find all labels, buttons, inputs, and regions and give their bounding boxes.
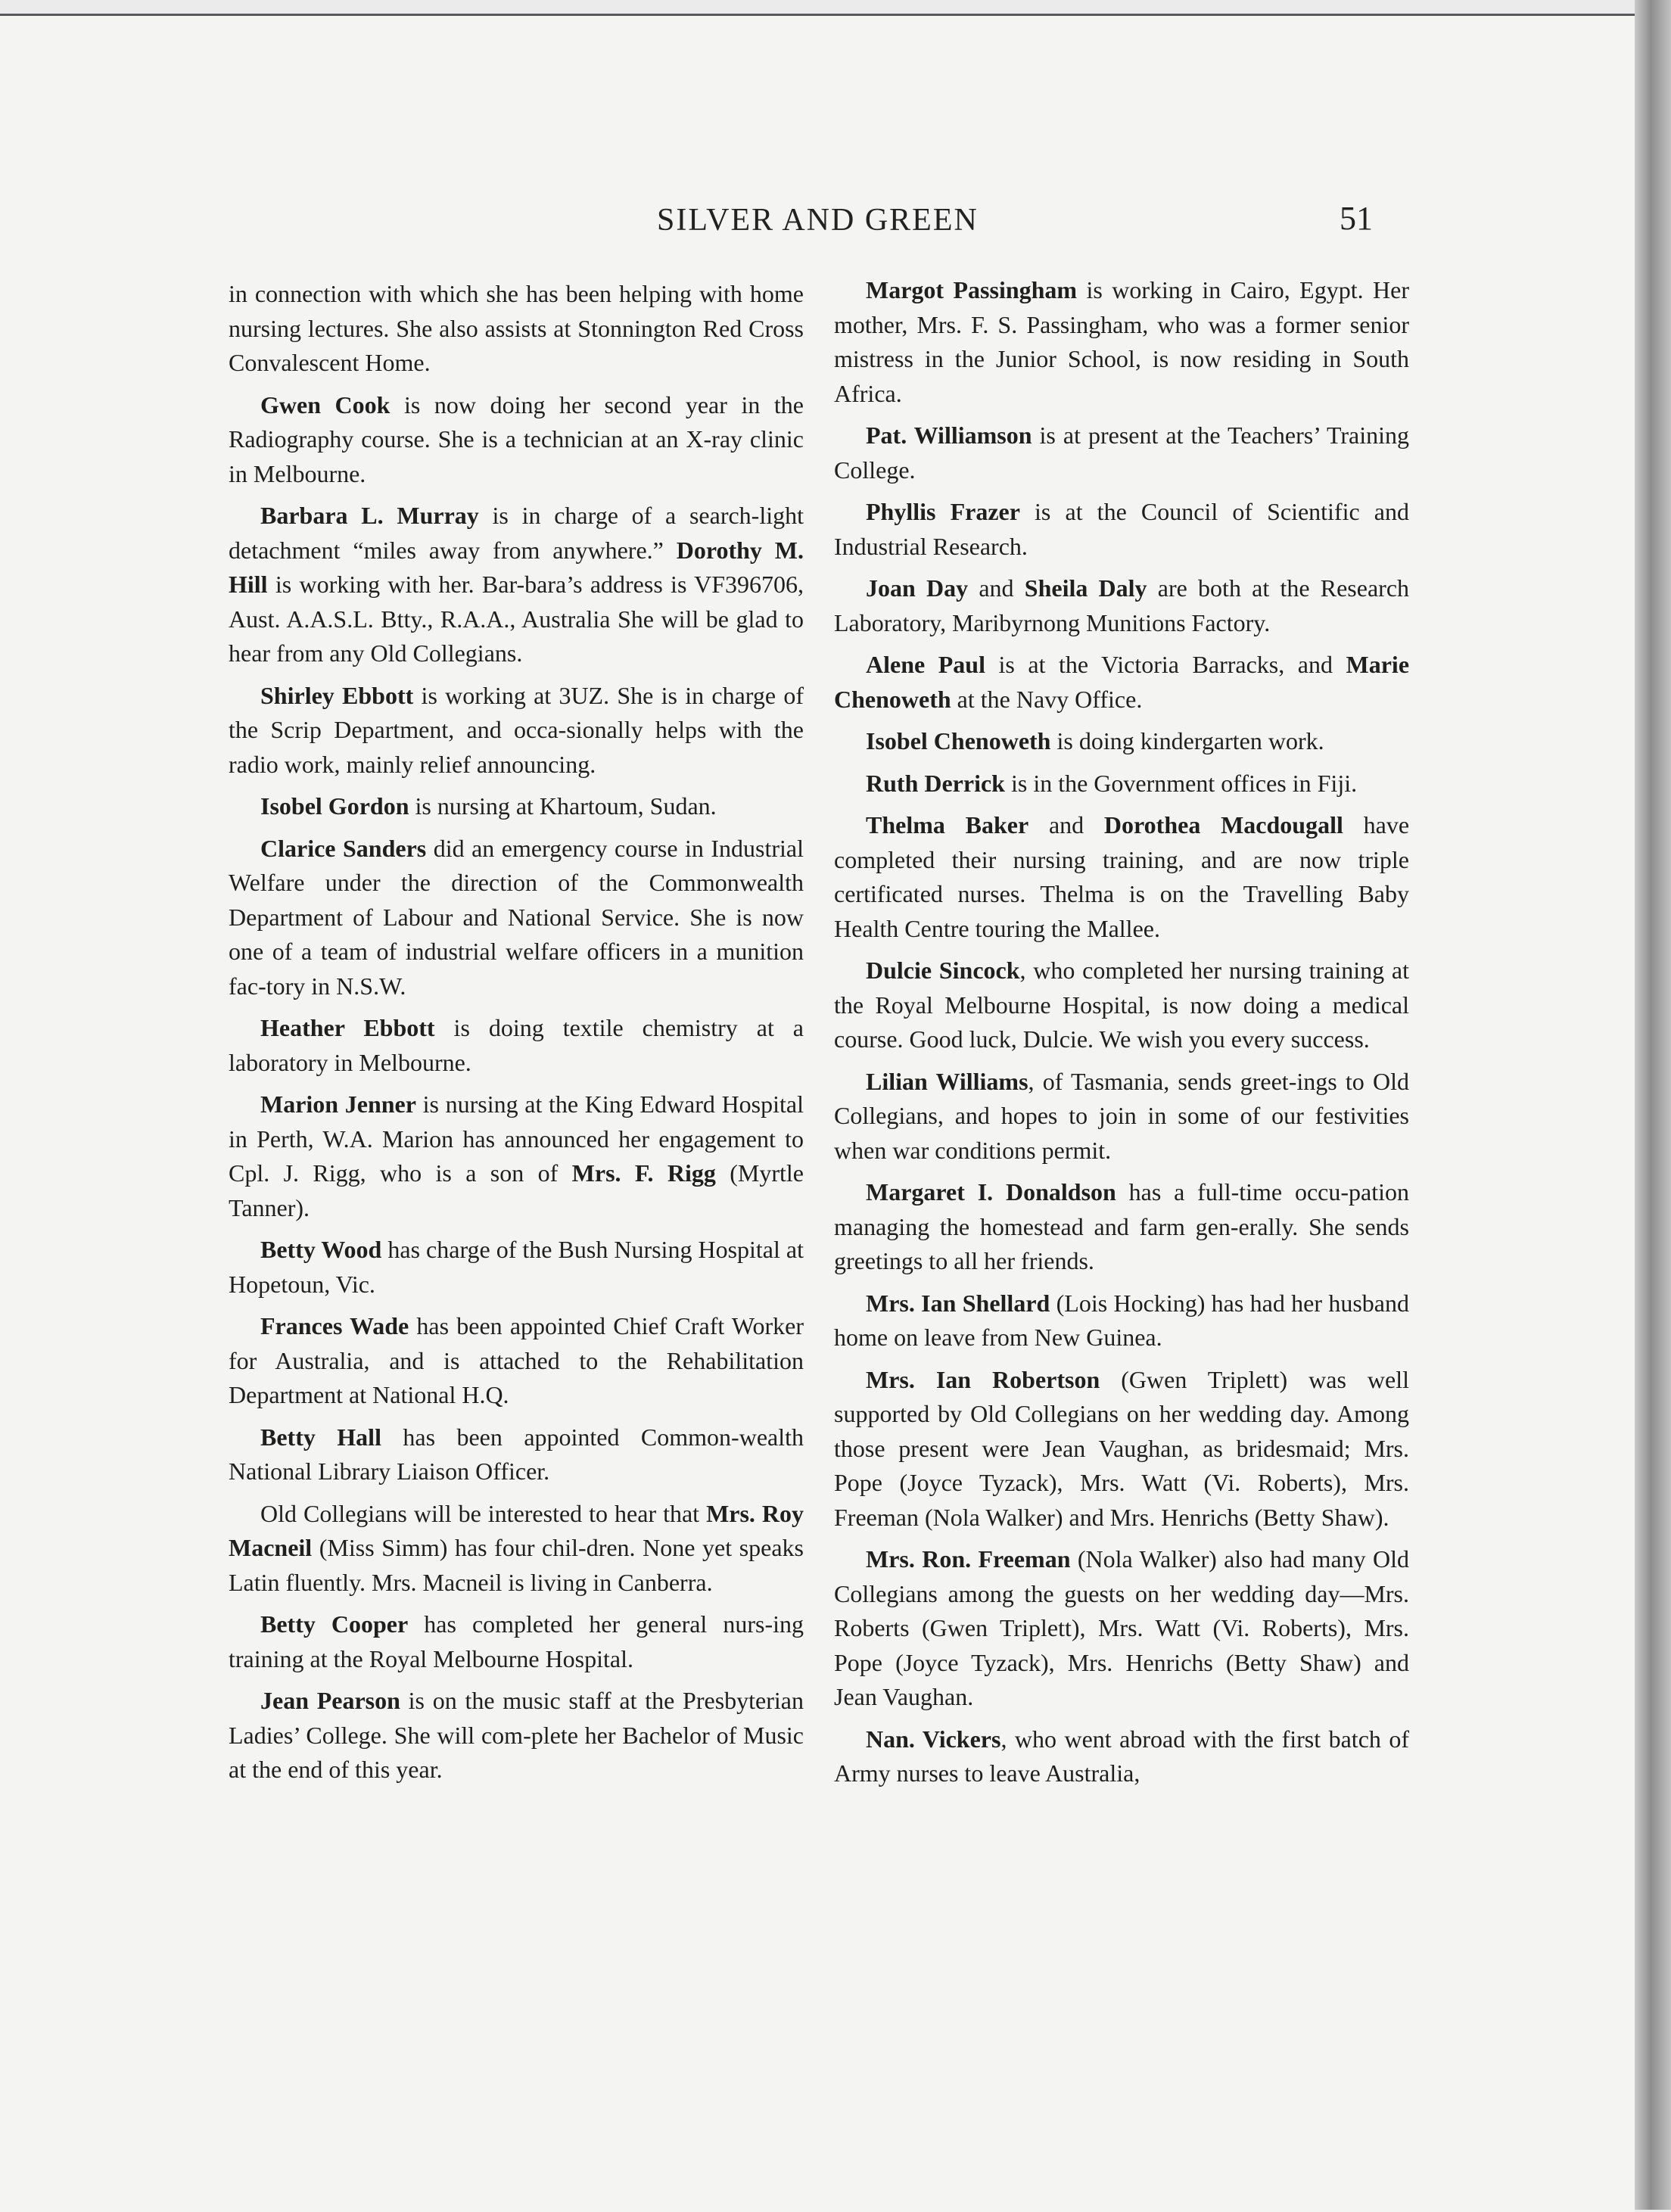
news-paragraph	[229, 1420, 804, 1489]
person-name: Joan Day	[866, 574, 969, 602]
person-name: Jean Pearson	[260, 1687, 400, 1714]
news-paragraph	[229, 499, 804, 671]
news-paragraph	[834, 495, 1409, 564]
news-paragraph	[229, 1607, 804, 1676]
paragraph-text: has been appointed Common-wealth National Library Liaison Officer.	[229, 1423, 804, 1485]
paragraph-text: (Miss Simm) has four chil-dren. None yet speaks Latin fluently. Mrs. Macneil is living in Canberra.	[229, 1534, 804, 1596]
person-name: Nan. Vickers	[866, 1725, 1001, 1753]
news-paragraph	[229, 1497, 804, 1601]
paragraph-text: (Nola Walker) also had many Old Collegians among the guests on her wedding day—Mrs. Roberts (Gwen Triplett), Mrs. Watt (Vi. Roberts), Mrs. Pope (Joyce Tyzack), Mrs. Henrichs (Betty Shaw) and Jean Vaughan.	[834, 1545, 1410, 1710]
paragraph-text: has been appointed Chief Craft Worker for Australia, and is attached to the Rehabilitation Department at National H.Q.	[229, 1312, 804, 1408]
page-header	[0, 191, 1635, 252]
person-name: Betty Wood	[260, 1236, 382, 1263]
paragraph-text: has completed her general nurs-ing training at the Royal Melbourne Hospital.	[229, 1610, 804, 1672]
paragraph-text: Old Collegians will be interested to hear that	[260, 1499, 707, 1527]
paragraph-text: has a full-time occu-pation managing the homestead and farm gen-erally. She sends greetings to all her friends.	[834, 1178, 1410, 1274]
news-paragraph	[834, 648, 1409, 717]
person-name: Margot Passingham	[866, 276, 1078, 303]
paragraph-text: and	[1028, 811, 1104, 838]
paragraph-text: is working in Cairo, Egypt. Her mother, Mrs. F. S. Passingham, who was a former senior mistress in the Junior School, is now residing in South Africa.	[834, 276, 1409, 407]
right-column	[834, 273, 1409, 1799]
news-paragraph	[834, 954, 1409, 1057]
paragraph-text: is nursing at Khartoum, Sudan.	[409, 792, 717, 820]
paragraph-text: did an emergency course in Industrial Welfare under the direction of the Commonwealth Department of Labour and National Service. She is now one of a team of industrial welfare officers in a munition fac-tory in N.S.W.	[229, 834, 804, 1000]
person-name: Mrs. Ian Shellard	[866, 1289, 1050, 1317]
paragraph-text: (Myrtle Tanner).	[229, 1159, 804, 1221]
person-name: Isobel Chenoweth	[866, 727, 1051, 754]
paragraph-text: is at the Council of Scientific and Industrial Research.	[834, 498, 1410, 560]
paragraph-text: is doing kindergarten work.	[1050, 727, 1324, 754]
news-paragraph	[834, 418, 1409, 487]
news-paragraph	[834, 1065, 1409, 1168]
paragraph-text: , who went abroad with the first batch of Army nurses to leave Australia,	[834, 1725, 1410, 1787]
news-paragraph	[229, 1011, 804, 1080]
paragraph-text: have completed their nursing training, and are now triple certificated nurses. Thelma is on the Travelling Baby Health Centre touring the Mallee.	[834, 811, 1410, 942]
paragraph-text: has charge of the Bush Nursing Hospital at Hopetoun, Vic.	[229, 1236, 804, 1298]
person-name: Betty Cooper	[260, 1610, 409, 1638]
paragraph-text: is nursing at the King Edward Hospital in Perth, W.A. Marion has announced her engagement to Cpl. J. Rigg, who is a son of	[229, 1090, 804, 1187]
person-name: Pat. Williamson	[866, 422, 1032, 449]
person-name: Isobel Gordon	[260, 792, 409, 820]
person-name: Mrs. Ian Robertson	[866, 1365, 1100, 1393]
paragraph-text: at the Navy Office.	[951, 685, 1143, 713]
news-paragraph	[834, 1542, 1409, 1715]
news-paragraph	[229, 832, 804, 1004]
person-name: Ruth Derrick	[866, 769, 1005, 797]
news-paragraph	[834, 1722, 1409, 1791]
paragraph-text: is on the music staff at the Presbyterian Ladies’ College. She will com-plete her Bachelor of Music at the end of this year.	[229, 1687, 804, 1783]
news-paragraph	[834, 1175, 1409, 1279]
person-name: Margaret I. Donaldson	[866, 1178, 1116, 1206]
page-number: 51	[1340, 200, 1373, 237]
news-paragraph	[834, 273, 1409, 411]
person-name: Gwen Cook	[260, 390, 391, 418]
news-paragraph	[229, 1233, 804, 1302]
person-name: Mrs. F. Rigg	[571, 1159, 716, 1187]
paragraph-text: (Gwen Triplett) was well supported by Old Collegians on her wedding day. Among those present were Jean Vaughan, as bridesmaid; Mrs. Pope (Joyce Tyzack), Mrs. Watt (Vi. Roberts), Mrs. Freeman (Nola Walker) and Mrs. Henrichs (Betty Shaw).	[834, 1365, 1409, 1531]
news-paragraph	[229, 679, 804, 782]
paragraph-text: is at the Victoria Barracks, and	[985, 651, 1346, 678]
person-name: Shirley Ebbott	[260, 681, 414, 709]
news-paragraph	[229, 1087, 804, 1225]
person-name: Barbara L. Murray	[260, 502, 479, 529]
paragraph-text: in connection with which she has been helping with home nursing lectures. She also assists at Stonnington Red Cross Convalescent Home.	[229, 280, 804, 376]
paragraph-text: is working at 3UZ. She is in charge of the Scrip Department, and occa-sionally helps with the radio work, mainly relief announcing.	[229, 681, 804, 778]
person-name: Dorothy M. Hill	[229, 536, 804, 598]
paragraph-text: is in the Government offices in Fiji.	[1004, 769, 1358, 797]
person-name: Mrs. Roy Macneil	[229, 1499, 804, 1561]
paragraph-text: is at present at the Teachers’ Training College.	[834, 422, 1410, 484]
person-name: Lilian Williams	[866, 1067, 1028, 1095]
news-paragraph	[229, 277, 804, 381]
news-paragraph	[229, 1309, 804, 1413]
person-name: Thelma Baker	[866, 811, 1029, 838]
person-name: Betty Hall	[260, 1423, 381, 1451]
person-name: Mrs. Ron. Freeman	[866, 1545, 1071, 1573]
person-name: Clarice Sanders	[260, 834, 427, 862]
person-name: Heather Ebbott	[260, 1014, 435, 1041]
paragraph-text: is in charge of a search-light detachment “miles away from anywhere.”	[229, 502, 804, 564]
paragraph-text: and	[968, 574, 1025, 602]
document-page	[0, 14, 1635, 2212]
paragraph-text: is now doing her second year in the Radiography course. She is a technician at an X-ray clinic in Melbourne.	[229, 390, 804, 487]
book-binding-edge	[1635, 0, 1671, 2210]
person-name: Dorothea Macdougall	[1103, 811, 1343, 838]
person-name: Phyllis Frazer	[866, 498, 1020, 525]
news-paragraph	[834, 767, 1409, 801]
paragraph-text: (Lois Hocking) has had her husband home on leave from New Guinea.	[834, 1289, 1410, 1351]
news-paragraph	[834, 571, 1409, 640]
news-paragraph	[834, 1363, 1409, 1535]
news-paragraph	[229, 1684, 804, 1787]
paragraph-text: , who completed her nursing training at the Royal Melbourne Hospital, is now doing a medical course. Good luck, Dulcie. We wish you every success.	[834, 957, 1410, 1053]
running-title: SILVER AND GREEN	[657, 203, 979, 238]
news-paragraph	[834, 1286, 1409, 1355]
person-name: Marion Jenner	[260, 1090, 416, 1118]
person-name: Marie Chenoweth	[834, 651, 1410, 713]
news-paragraph	[229, 388, 804, 492]
paragraph-text: is doing textile chemistry at a laboratory in Melbourne.	[229, 1014, 804, 1076]
left-column	[229, 277, 804, 1795]
news-paragraph	[834, 724, 1409, 759]
person-name: Frances Wade	[260, 1312, 409, 1339]
paragraph-text: is working with her. Bar-bara’s address is VF396706, Aust. A.A.S.L. Btty., R.A.A., Australia She will be glad to hear from any Old Collegians.	[229, 571, 804, 667]
news-paragraph	[229, 789, 804, 824]
person-name: Sheila Daly	[1024, 574, 1147, 602]
news-paragraph	[834, 808, 1409, 946]
person-name: Dulcie Sincock	[866, 957, 1020, 984]
paragraph-text: are both at the Research Laboratory, Maribyrnong Munitions Factory.	[834, 574, 1410, 636]
person-name: Alene Paul	[866, 651, 985, 678]
paragraph-text: , of Tasmania, sends greet-ings to Old Collegians, and hopes to join in some of our festivities when war conditions permit.	[834, 1067, 1410, 1164]
